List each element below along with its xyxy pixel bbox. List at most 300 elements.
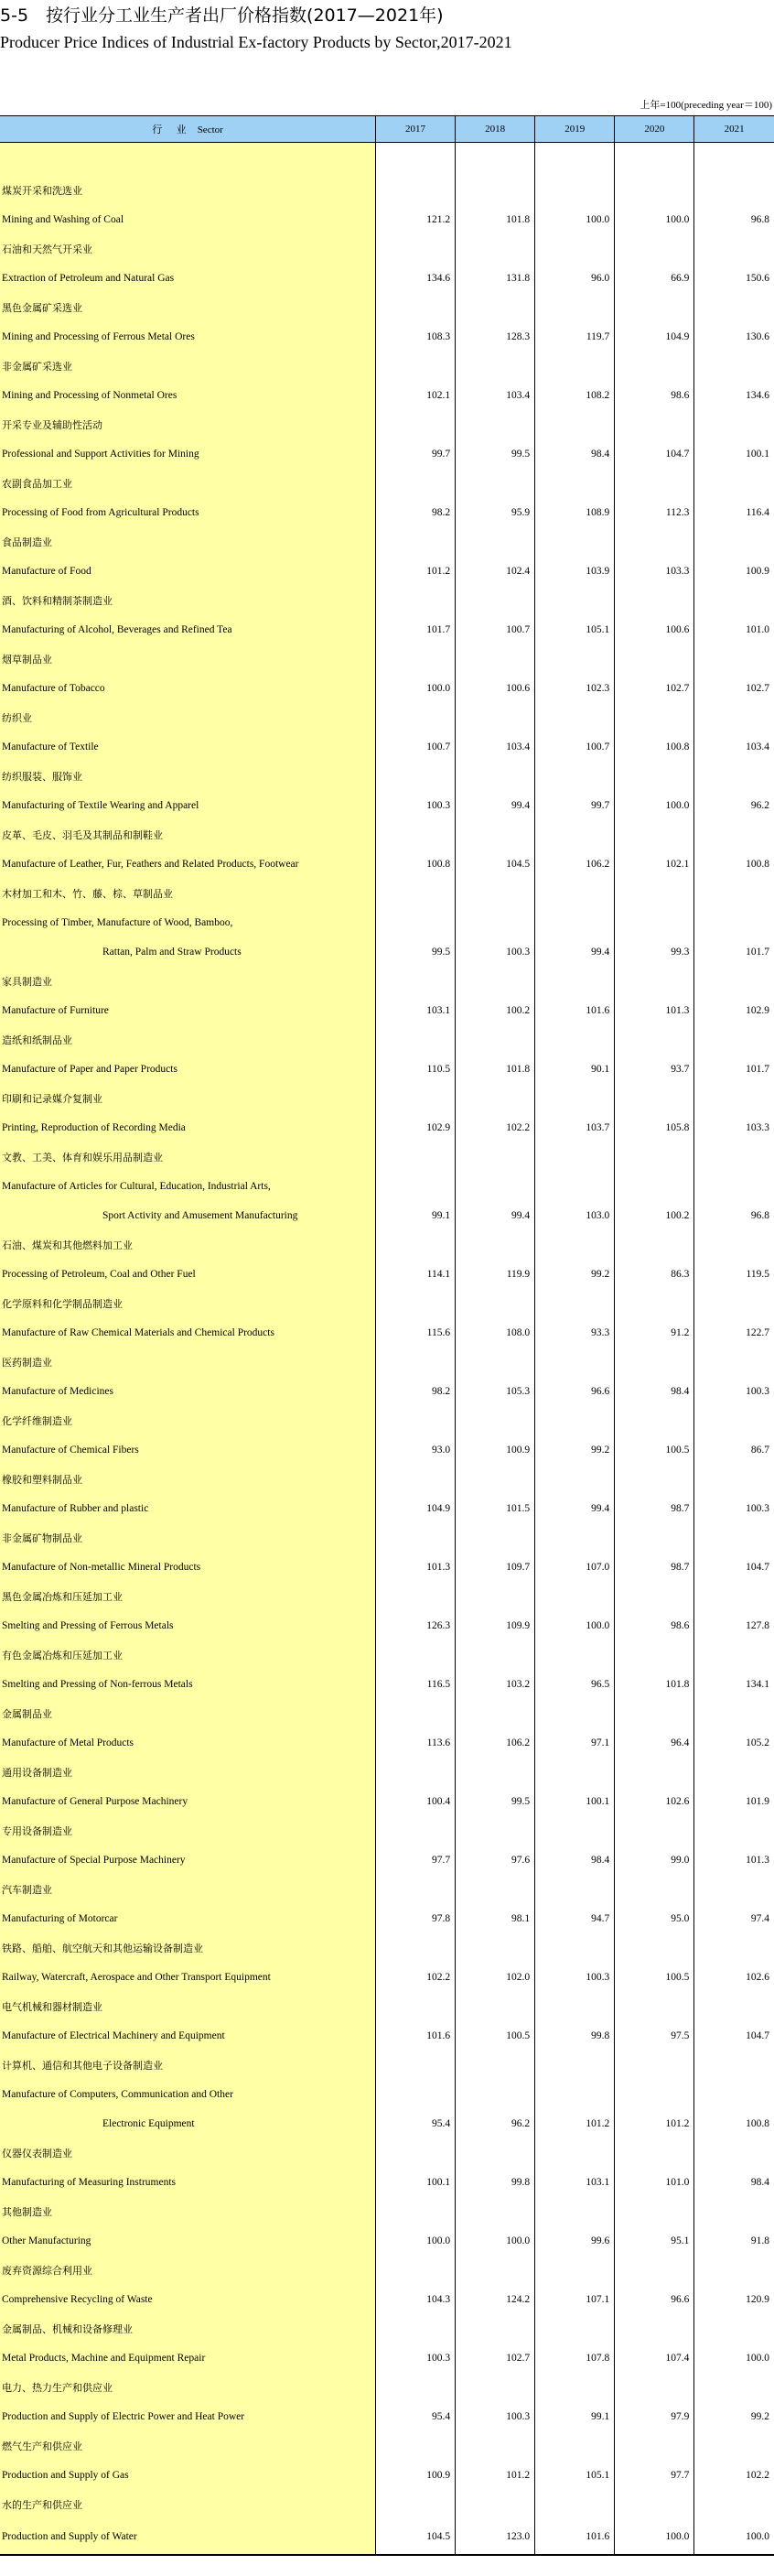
index-value-cell <box>375 820 455 850</box>
index-value-cell <box>375 1992 455 2021</box>
index-value-cell <box>375 293 455 322</box>
index-value-cell <box>375 2138 455 2168</box>
table-row <box>0 1055 774 1084</box>
index-value-cell <box>375 1172 455 1201</box>
table-row <box>0 557 774 586</box>
sector-name: Manufacture of Furniture <box>0 996 375 1025</box>
index-value-cell <box>456 1025 535 1055</box>
index-value-cell: 98.6 <box>615 381 694 410</box>
year-column-header: 2021 <box>694 116 774 143</box>
index-value-cell <box>456 703 535 732</box>
table-row <box>0 1670 774 1699</box>
index-value-cell: 105.1 <box>535 615 615 644</box>
index-value-cell: 113.6 <box>375 1728 455 1758</box>
ppi-table <box>0 115 774 2556</box>
table-row <box>0 1904 774 1933</box>
sector-cn-row <box>0 1992 774 2021</box>
index-value-cell <box>375 1406 455 1435</box>
index-value-cell <box>535 410 615 439</box>
index-value-cell: 93.0 <box>375 1435 455 1465</box>
sector-name: Manufacture of Computers, Communication and Other <box>0 2080 375 2109</box>
index-value-cell <box>535 1816 615 1845</box>
index-value-cell <box>615 1933 694 1963</box>
index-value-cell: 105.8 <box>615 1113 694 1142</box>
sector-name-cn: 农副食品加工业 <box>0 469 375 498</box>
index-value-cell: 86.7 <box>694 1435 774 1465</box>
index-value-cell: 100.8 <box>694 850 774 879</box>
index-value-cell: 100.5 <box>456 2021 535 2051</box>
index-value-cell: 101.8 <box>615 1670 694 1699</box>
sector-cn-row <box>0 1933 774 1963</box>
sector-name: Manufacture of Raw Chemical Materials and Chemical Products <box>0 1318 375 1348</box>
index-value-cell: 107.1 <box>535 2285 615 2314</box>
index-value-cell: 100.1 <box>375 2168 455 2197</box>
index-value-cell <box>694 1640 774 1670</box>
index-value-cell: 100.7 <box>375 732 455 762</box>
index-value-cell: 102.7 <box>456 2343 535 2373</box>
index-value-cell <box>375 703 455 732</box>
index-value-cell: 112.3 <box>615 498 694 527</box>
index-value-cell: 131.8 <box>456 264 535 293</box>
sector-cn-row <box>0 2197 774 2226</box>
index-value-cell <box>694 1465 774 1494</box>
index-value-cell: 99.2 <box>694 2402 774 2431</box>
index-value-cell <box>694 1289 774 1318</box>
index-value-cell <box>615 1348 694 1377</box>
index-value-cell: 103.3 <box>694 1113 774 1142</box>
sector-name-cn: 仪器仪表制造业 <box>0 2138 375 2168</box>
table-row <box>0 1494 774 1523</box>
index-value-cell <box>535 2197 615 2226</box>
sector-cn-row <box>0 410 774 439</box>
index-value-cell <box>694 879 774 908</box>
index-value-cell <box>375 2314 455 2343</box>
index-value-cell <box>615 1465 694 1494</box>
index-value-cell: 99.8 <box>456 2168 535 2197</box>
sector-name: Manufacture of General Purpose Machinery <box>0 1787 375 1816</box>
index-value-cell: 100.3 <box>694 1494 774 1523</box>
index-value-cell <box>456 1992 535 2021</box>
index-value-cell: 134.6 <box>375 264 455 293</box>
index-value-cell: 102.0 <box>456 1963 535 1992</box>
sector-name: Railway, Watercraft, Aerospace and Other Transport Equipment <box>0 1963 375 1992</box>
index-value-cell: 99.2 <box>535 1435 615 1465</box>
sector-name-cn: 石油和天然气开采业 <box>0 234 375 264</box>
index-value-cell: 96.2 <box>456 2109 535 2138</box>
sector-header-cn: 行 业 <box>152 124 192 135</box>
sector-name: Manufacture of Paper and Paper Products <box>0 1055 375 1084</box>
index-value-cell <box>535 2051 615 2080</box>
index-value-cell: 99.1 <box>535 2402 615 2431</box>
sector-name-cn: 汽车制造业 <box>0 1875 375 1904</box>
sector-cn-row <box>0 879 774 908</box>
table-row <box>0 2461 774 2490</box>
index-value-cell: 107.0 <box>535 1553 615 1582</box>
sector-name: Production and Supply of Electric Power and Heat Power <box>0 2402 375 2431</box>
index-value-cell <box>694 1172 774 1201</box>
index-value-cell: 96.6 <box>615 2285 694 2314</box>
index-value-cell: 108.3 <box>375 322 455 352</box>
index-value-cell: 102.6 <box>615 1787 694 1816</box>
index-value-cell: 96.0 <box>535 264 615 293</box>
table-row <box>0 2168 774 2197</box>
index-value-cell <box>456 1523 535 1553</box>
index-value-cell <box>615 2373 694 2402</box>
index-value-cell <box>375 1084 455 1113</box>
index-value-cell: 101.6 <box>375 2021 455 2051</box>
index-value-cell <box>375 352 455 381</box>
index-value-cell <box>375 908 455 937</box>
index-value-cell: 104.3 <box>375 2285 455 2314</box>
index-value-cell <box>535 293 615 322</box>
index-value-cell: 98.4 <box>535 1845 615 1875</box>
index-value-cell <box>615 1523 694 1553</box>
index-value-cell <box>375 1523 455 1553</box>
index-value-cell <box>535 2314 615 2343</box>
index-value-cell <box>535 644 615 674</box>
sector-name-cn: 石油、煤炭和其他燃料加工业 <box>0 1230 375 1260</box>
index-value-cell <box>375 1875 455 1904</box>
year-column-header: 2017 <box>375 116 455 143</box>
index-value-cell: 101.0 <box>694 615 774 644</box>
index-value-cell <box>456 469 535 498</box>
index-value-cell <box>694 527 774 557</box>
index-value-cell: 95.0 <box>615 1904 694 1933</box>
index-value-cell <box>375 2431 455 2461</box>
index-value-cell <box>456 1084 535 1113</box>
index-value-cell: 119.5 <box>694 1260 774 1289</box>
sector-cn-row <box>0 703 774 732</box>
index-value-cell <box>535 1025 615 1055</box>
index-value-cell <box>694 703 774 732</box>
sector-name-cn: 电气机械和器材制造业 <box>0 1992 375 2021</box>
index-value-cell <box>694 908 774 937</box>
table-row <box>0 2109 774 2138</box>
sector-cn-row <box>0 176 774 205</box>
index-value-cell: 120.9 <box>694 2285 774 2314</box>
table-row <box>0 937 774 967</box>
index-value-cell: 102.1 <box>615 850 694 879</box>
index-value-cell <box>615 586 694 615</box>
index-value-cell <box>456 527 535 557</box>
index-value-cell: 109.9 <box>456 1611 535 1640</box>
index-value-cell: 100.0 <box>615 2519 694 2555</box>
index-value-cell: 103.4 <box>456 381 535 410</box>
index-value-cell <box>456 820 535 850</box>
index-value-cell <box>375 2051 455 2080</box>
index-value-cell: 101.2 <box>375 557 455 586</box>
index-value-cell <box>375 1230 455 1260</box>
index-value-cell <box>535 1640 615 1670</box>
index-value-cell: 105.1 <box>535 2461 615 2490</box>
sector-cn-row <box>0 1348 774 1377</box>
index-value-cell <box>615 469 694 498</box>
table-row <box>0 791 774 820</box>
index-value-cell <box>694 1523 774 1553</box>
index-value-cell <box>456 1875 535 1904</box>
sector-name: Printing, Reproduction of Recording Media <box>0 1113 375 1142</box>
table-row <box>0 381 774 410</box>
index-value-cell: 105.3 <box>456 1377 535 1406</box>
index-value-cell <box>694 1084 774 1113</box>
index-value-cell: 100.0 <box>615 791 694 820</box>
index-value-cell: 100.5 <box>615 1435 694 1465</box>
index-value-cell: 100.0 <box>456 2226 535 2256</box>
index-value-cell <box>535 1875 615 1904</box>
index-value-cell <box>694 1142 774 1172</box>
sector-name <box>0 143 375 177</box>
sector-name-cn: 木材加工和木、竹、藤、棕、草制品业 <box>0 879 375 908</box>
index-value-cell: 108.2 <box>535 381 615 410</box>
sector-name: Manufacture of Food <box>0 557 375 586</box>
index-value-cell: 101.2 <box>615 2109 694 2138</box>
sector-name-cn: 电力、热力生产和供应业 <box>0 2373 375 2402</box>
index-value-cell: 97.8 <box>375 1904 455 1933</box>
index-value-cell <box>456 176 535 205</box>
index-value-cell <box>694 143 774 177</box>
index-value-cell: 100.6 <box>456 674 535 703</box>
index-value-cell <box>375 234 455 264</box>
index-value-cell: 97.4 <box>694 1904 774 1933</box>
index-value-cell <box>694 1699 774 1728</box>
sector-name: Manufacture of Tobacco <box>0 674 375 703</box>
index-value-cell <box>535 1172 615 1201</box>
year-column-header: 2020 <box>615 116 694 143</box>
index-value-cell: 99.8 <box>535 2021 615 2051</box>
sector-name: Manufacturing of Textile Wearing and Apparel <box>0 791 375 820</box>
index-value-cell: 107.4 <box>615 2343 694 2373</box>
sector-cn-row <box>0 1406 774 1435</box>
index-value-cell <box>535 1406 615 1435</box>
table-row <box>0 2519 774 2555</box>
index-value-cell <box>694 820 774 850</box>
index-value-cell: 99.5 <box>375 937 455 967</box>
sector-name-cn: 计算机、通信和其他电子设备制造业 <box>0 2051 375 2080</box>
index-value-cell <box>694 2256 774 2285</box>
sector-name-cn: 家具制造业 <box>0 967 375 996</box>
sector-name-cn: 其他制造业 <box>0 2197 375 2226</box>
index-value-cell <box>615 2080 694 2109</box>
index-value-cell <box>375 2080 455 2109</box>
table-row <box>0 732 774 762</box>
index-value-cell <box>456 2080 535 2109</box>
sector-cn-row <box>0 644 774 674</box>
sector-cn-row <box>0 762 774 791</box>
table-body <box>0 143 774 2556</box>
sector-cn-row <box>0 586 774 615</box>
sector-name-cn: 金属制品业 <box>0 1699 375 1728</box>
index-value-cell <box>615 1875 694 1904</box>
unit-note: 上年=100(preceding year＝100) <box>640 100 772 111</box>
index-value-cell: 102.2 <box>694 2461 774 2490</box>
index-value-cell: 103.1 <box>535 2168 615 2197</box>
index-value-cell <box>375 1816 455 1845</box>
sector-name: Manufacturing of Alcohol, Beverages and Refined Tea <box>0 615 375 644</box>
sector-name-cn: 有色金属冶炼和压延加工业 <box>0 1640 375 1670</box>
sector-name-cn: 纺织服装、服饰业 <box>0 762 375 791</box>
index-value-cell <box>456 2314 535 2343</box>
sector-cn-row <box>0 527 774 557</box>
table-row <box>0 615 774 644</box>
index-value-cell: 100.0 <box>694 2343 774 2373</box>
table-row <box>0 1113 774 1142</box>
index-value-cell <box>535 703 615 732</box>
index-value-cell <box>375 143 455 177</box>
sector-name: Production and Supply of Water <box>0 2519 375 2555</box>
table-row <box>0 1611 774 1640</box>
index-value-cell <box>456 879 535 908</box>
sector-cn-row <box>0 1758 774 1787</box>
sector-column-header <box>0 116 375 143</box>
index-value-cell: 100.3 <box>694 1377 774 1406</box>
index-value-cell <box>694 2138 774 2168</box>
index-value-cell: 98.7 <box>615 1494 694 1523</box>
index-value-cell: 98.2 <box>375 498 455 527</box>
index-value-cell <box>615 2051 694 2080</box>
index-value-cell: 99.7 <box>535 791 615 820</box>
index-value-cell: 101.2 <box>535 2109 615 2138</box>
index-value-cell <box>694 1348 774 1377</box>
index-value-cell <box>615 1640 694 1670</box>
table-row <box>0 2285 774 2314</box>
index-value-cell <box>456 1172 535 1201</box>
sector-name: Manufacture of Metal Products <box>0 1728 375 1758</box>
index-value-cell <box>615 1582 694 1611</box>
index-value-cell <box>615 2197 694 2226</box>
page-title-en: Producer Price Indices of Industrial Ex-factory Products by Sector,2017-2021 <box>0 33 512 51</box>
index-value-cell <box>535 1230 615 1260</box>
index-value-cell <box>615 703 694 732</box>
index-value-cell: 101.8 <box>456 205 535 234</box>
index-value-cell: 93.7 <box>615 1055 694 1084</box>
index-value-cell: 99.4 <box>456 791 535 820</box>
sector-name-cn: 铁路、船舶、航空航天和其他运输设备制造业 <box>0 1933 375 1963</box>
sector-name: Processing of Timber, Manufacture of Wood, Bamboo, <box>0 908 375 937</box>
index-value-cell <box>456 1816 535 1845</box>
sector-name: Comprehensive Recycling of Waste <box>0 2285 375 2314</box>
index-value-cell: 102.7 <box>694 674 774 703</box>
table-header-row <box>0 116 774 143</box>
index-value-cell: 100.3 <box>456 2402 535 2431</box>
index-value-cell <box>456 234 535 264</box>
index-value-cell <box>456 2197 535 2226</box>
index-value-cell <box>694 469 774 498</box>
index-value-cell: 100.6 <box>615 615 694 644</box>
index-value-cell: 100.3 <box>375 2343 455 2373</box>
page-title-cn: 5-5 按行业分工业生产者出厂价格指数(2017—2021年) <box>0 5 444 26</box>
year-column-header: 2019 <box>535 116 615 143</box>
index-value-cell <box>535 1992 615 2021</box>
table-row <box>0 2343 774 2373</box>
index-value-cell: 100.4 <box>375 1787 455 1816</box>
index-value-cell: 101.3 <box>375 1553 455 1582</box>
index-value-cell: 94.7 <box>535 1904 615 1933</box>
index-value-cell: 91.2 <box>615 1318 694 1348</box>
index-value-cell <box>615 2490 694 2519</box>
index-value-cell <box>615 1816 694 1845</box>
sector-name: Smelting and Pressing of Non-ferrous Metals <box>0 1670 375 1699</box>
sector-name-cn: 非金属矿采选业 <box>0 352 375 381</box>
index-value-cell <box>535 908 615 937</box>
index-value-cell: 106.2 <box>535 850 615 879</box>
index-value-cell <box>456 1758 535 1787</box>
index-value-cell: 101.7 <box>694 1055 774 1084</box>
index-value-cell <box>535 2431 615 2461</box>
index-value-cell: 100.5 <box>615 1963 694 1992</box>
index-value-cell <box>375 1289 455 1318</box>
sector-name: Production and Supply of Gas <box>0 2461 375 2490</box>
sector-name-cn: 燃气生产和供应业 <box>0 2431 375 2461</box>
index-value-cell: 102.9 <box>375 1113 455 1142</box>
index-value-cell: 100.1 <box>694 439 774 469</box>
index-value-cell <box>375 176 455 205</box>
index-value-cell: 98.1 <box>456 1904 535 1933</box>
index-value-cell: 134.6 <box>694 381 774 410</box>
sector-cn-row <box>0 2431 774 2461</box>
index-value-cell: 115.6 <box>375 1318 455 1348</box>
index-value-cell <box>615 2431 694 2461</box>
index-value-cell <box>615 1992 694 2021</box>
index-value-cell <box>535 762 615 791</box>
index-value-cell <box>535 1142 615 1172</box>
index-value-cell <box>535 2256 615 2285</box>
index-value-cell: 97.9 <box>615 2402 694 2431</box>
index-value-cell: 108.0 <box>456 1318 535 1348</box>
sector-name: Manufacture of Textile <box>0 732 375 762</box>
index-value-cell: 102.7 <box>615 674 694 703</box>
index-value-cell: 102.4 <box>456 557 535 586</box>
index-value-cell <box>615 1142 694 1172</box>
index-value-cell <box>456 644 535 674</box>
index-value-cell: 101.2 <box>456 2461 535 2490</box>
sector-name: Manufacture of Special Purpose Machinery <box>0 1845 375 1875</box>
index-value-cell: 97.1 <box>535 1728 615 1758</box>
table-row <box>0 1172 774 1201</box>
index-value-cell: 150.6 <box>694 264 774 293</box>
sector-cn-row <box>0 1084 774 1113</box>
index-value-cell <box>615 967 694 996</box>
index-value-cell <box>615 410 694 439</box>
index-value-cell <box>615 234 694 264</box>
index-value-cell: 99.6 <box>535 2226 615 2256</box>
index-value-cell <box>694 1758 774 1787</box>
index-value-cell <box>375 1142 455 1172</box>
index-value-cell: 66.9 <box>615 264 694 293</box>
sector-name-cn: 专用设备制造业 <box>0 1816 375 1845</box>
index-value-cell: 101.3 <box>694 1845 774 1875</box>
index-value-cell <box>535 967 615 996</box>
index-value-cell <box>535 176 615 205</box>
index-value-cell: 96.2 <box>694 791 774 820</box>
sector-cn-row <box>0 1230 774 1260</box>
index-value-cell: 100.1 <box>535 1787 615 1816</box>
sector-cn-row <box>0 293 774 322</box>
index-value-cell <box>694 762 774 791</box>
index-value-cell <box>535 469 615 498</box>
index-value-cell <box>456 352 535 381</box>
index-value-cell <box>694 2373 774 2402</box>
index-value-cell: 99.2 <box>535 1260 615 1289</box>
index-value-cell <box>694 586 774 615</box>
index-value-cell <box>615 1084 694 1113</box>
sector-name-cn: 金属制品、机械和设备修理业 <box>0 2314 375 2343</box>
sector-name: Manufacture of Medicines <box>0 1377 375 1406</box>
index-value-cell: 99.1 <box>375 1201 455 1230</box>
index-value-cell: 100.8 <box>694 2109 774 2138</box>
index-value-cell: 101.5 <box>456 1494 535 1523</box>
index-value-cell <box>694 2314 774 2343</box>
sector-cn-row <box>0 1465 774 1494</box>
